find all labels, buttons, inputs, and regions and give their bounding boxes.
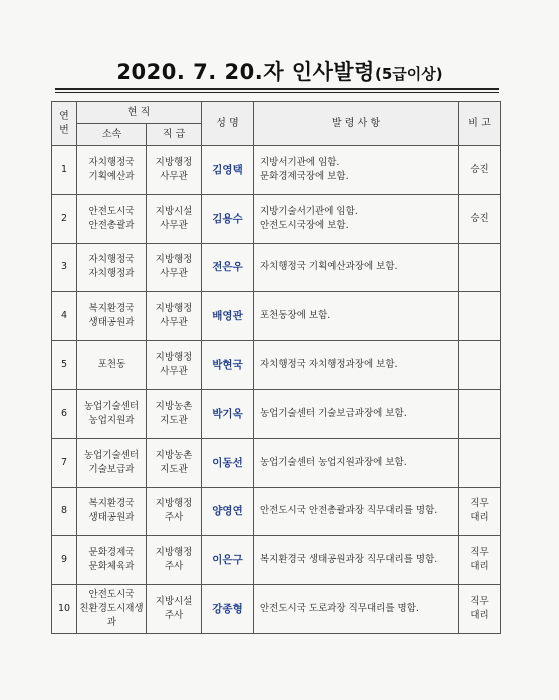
cell-grade-line: 사무관 bbox=[160, 317, 188, 329]
cell-name: 양영연 bbox=[202, 487, 254, 536]
header-dept: 소속 bbox=[77, 124, 147, 146]
cell-note bbox=[459, 389, 501, 438]
table-row bbox=[52, 536, 501, 585]
table-row bbox=[52, 194, 501, 243]
cell-note-line: 대리 bbox=[470, 610, 489, 622]
cell-detail bbox=[254, 341, 459, 390]
cell-note bbox=[459, 487, 501, 536]
cell-grade-line: 지방행정 bbox=[155, 547, 193, 559]
cell-detail-line: 자치행정국 기획예산과장에 보함. bbox=[260, 261, 398, 273]
cell-note bbox=[459, 536, 501, 585]
cell-note-line: 직무 bbox=[470, 596, 489, 608]
cell-detail bbox=[254, 146, 459, 195]
cell-grade-line: 주사 bbox=[164, 610, 184, 622]
cell-detail bbox=[254, 585, 459, 634]
cell-grade-line: 주사 bbox=[164, 561, 184, 573]
cell-name: 김용수 bbox=[202, 194, 254, 243]
cell-no: 10 bbox=[52, 585, 77, 634]
cell-grade-line: 지도관 bbox=[160, 414, 188, 426]
title-sub: (5급이상) bbox=[374, 65, 443, 83]
table-body bbox=[52, 146, 501, 634]
cell-detail-line: 안전도시국장에 보함. bbox=[260, 219, 349, 231]
cell-detail bbox=[254, 243, 459, 292]
cell-grade-line: 지방시설 bbox=[155, 596, 193, 608]
cell-dept bbox=[77, 194, 147, 243]
cell-grade-line: 지방행정 bbox=[155, 498, 193, 510]
header-no: 연 번 bbox=[52, 102, 77, 146]
cell-name: 배영관 bbox=[202, 292, 254, 341]
cell-dept-line: 기술보급과 bbox=[88, 463, 135, 475]
cell-detail-line: 자치행정국 자치행정과장에 보함. bbox=[260, 359, 398, 371]
cell-detail-line: 복지환경국 생태공원과장 직무대리를 명함. bbox=[260, 554, 438, 566]
cell-grade bbox=[147, 341, 202, 390]
cell-note bbox=[459, 438, 501, 487]
cell-dept-line: 복지환경국 bbox=[88, 303, 135, 315]
cell-name: 박기옥 bbox=[202, 389, 254, 438]
cell-grade-line: 사무관 bbox=[160, 170, 188, 182]
cell-detail bbox=[254, 438, 459, 487]
table-row bbox=[52, 438, 501, 487]
cell-dept-line: 문화경제국 bbox=[88, 547, 135, 559]
cell-detail-line: 안전도시국 도로과장 직무대리를 명함. bbox=[260, 603, 419, 615]
cell-grade-line: 지방농촌 bbox=[155, 400, 193, 412]
cell-detail-line: 농업기술센터 농업지원과장에 보함. bbox=[260, 456, 407, 468]
cell-no: 8 bbox=[52, 487, 77, 536]
cell-dept-line: 안전도시국 bbox=[88, 205, 135, 217]
cell-note bbox=[459, 585, 501, 634]
cell-name: 강종형 bbox=[202, 585, 254, 634]
cell-note-line: 대리 bbox=[470, 561, 489, 573]
cell-dept-line: 자치행정국 bbox=[88, 156, 135, 168]
cell-grade bbox=[147, 389, 202, 438]
cell-name: 전은우 bbox=[202, 243, 254, 292]
cell-dept-line: 자치행정국 bbox=[88, 254, 135, 266]
cell-no: 5 bbox=[52, 341, 77, 390]
cell-detail-line: 지방기술서기관에 임함. bbox=[260, 205, 358, 217]
cell-no: 4 bbox=[52, 292, 77, 341]
cell-dept-line: 자치행정과 bbox=[88, 268, 135, 280]
cell-no: 3 bbox=[52, 243, 77, 292]
cell-no: 1 bbox=[52, 146, 77, 195]
header-note: 비 고 bbox=[459, 102, 501, 146]
cell-detail-line: 문화경제국장에 보함. bbox=[260, 170, 349, 182]
cell-detail bbox=[254, 292, 459, 341]
cell-dept-line: 농업기술센터 bbox=[83, 449, 140, 461]
cell-dept bbox=[77, 438, 147, 487]
cell-name: 김영택 bbox=[202, 146, 254, 195]
cell-grade bbox=[147, 146, 202, 195]
title-main: 2020. 7. 20.자 인사발령 bbox=[116, 60, 375, 84]
cell-dept-line: 문화체육과 bbox=[88, 561, 135, 573]
cell-grade-line: 지방행정 bbox=[155, 254, 193, 266]
cell-dept-line: 친환경도시재생과 bbox=[79, 603, 144, 629]
cell-detail bbox=[254, 389, 459, 438]
cell-detail bbox=[254, 194, 459, 243]
cell-dept bbox=[77, 536, 147, 585]
cell-detail-line: 농업기술센터 기술보급과장에 보함. bbox=[260, 407, 407, 419]
table-row bbox=[52, 341, 501, 390]
page-title bbox=[0, 56, 559, 86]
cell-grade-line: 지방행정 bbox=[155, 303, 193, 315]
title-underline-thin bbox=[55, 92, 499, 93]
cell-no: 2 bbox=[52, 194, 77, 243]
cell-grade-line: 지방행정 bbox=[155, 156, 193, 168]
cell-dept-line: 생태공원과 bbox=[88, 317, 135, 329]
cell-note bbox=[459, 146, 501, 195]
cell-dept bbox=[77, 389, 147, 438]
cell-grade bbox=[147, 487, 202, 536]
personnel-table bbox=[51, 101, 501, 634]
cell-detail bbox=[254, 536, 459, 585]
cell-grade bbox=[147, 292, 202, 341]
table-row bbox=[52, 389, 501, 438]
cell-dept-line: 포천동 bbox=[97, 359, 126, 371]
cell-dept-line: 기획예산과 bbox=[88, 170, 135, 182]
cell-dept-line: 생태공원과 bbox=[88, 512, 135, 524]
cell-grade bbox=[147, 438, 202, 487]
cell-grade bbox=[147, 585, 202, 634]
cell-dept-line: 안전도시국 bbox=[88, 589, 135, 601]
table-row bbox=[52, 146, 501, 195]
header-current: 현 직 bbox=[77, 102, 202, 124]
cell-dept bbox=[77, 585, 147, 634]
cell-note-line: 승진 bbox=[470, 163, 489, 175]
table-row bbox=[52, 487, 501, 536]
cell-grade-line: 사무관 bbox=[160, 366, 188, 378]
cell-name: 이은구 bbox=[202, 536, 254, 585]
cell-detail-line: 지방서기관에 임함. bbox=[260, 156, 340, 168]
cell-note bbox=[459, 292, 501, 341]
cell-detail bbox=[254, 487, 459, 536]
header-grade: 직 급 bbox=[147, 124, 202, 146]
cell-detail-line: 안전도시국 안전총괄과장 직무대리를 명함. bbox=[260, 505, 438, 517]
cell-no: 9 bbox=[52, 536, 77, 585]
cell-grade-line: 지방행정 bbox=[155, 352, 193, 364]
cell-note-line: 직무 bbox=[470, 547, 489, 559]
cell-note-line: 대리 bbox=[470, 512, 489, 524]
cell-grade-line: 주사 bbox=[164, 512, 184, 524]
cell-grade bbox=[147, 243, 202, 292]
cell-note-line: 직무 bbox=[470, 498, 489, 510]
table-row bbox=[52, 243, 501, 292]
cell-dept bbox=[77, 146, 147, 195]
cell-dept-line: 안전총괄과 bbox=[88, 219, 135, 231]
table-row bbox=[52, 585, 501, 634]
cell-grade bbox=[147, 194, 202, 243]
cell-dept-line: 복지환경국 bbox=[88, 498, 135, 510]
cell-dept-line: 농업지원과 bbox=[88, 414, 135, 426]
table-row bbox=[52, 292, 501, 341]
cell-name: 박현국 bbox=[202, 341, 254, 390]
cell-grade-line: 사무관 bbox=[160, 219, 188, 231]
cell-name: 이동선 bbox=[202, 438, 254, 487]
cell-grade-line: 지방농촌 bbox=[155, 449, 193, 461]
title-underline bbox=[55, 88, 499, 90]
cell-grade-line: 지방시설 bbox=[155, 205, 193, 217]
cell-note bbox=[459, 243, 501, 292]
cell-dept bbox=[77, 487, 147, 536]
cell-note bbox=[459, 341, 501, 390]
cell-grade bbox=[147, 536, 202, 585]
cell-no: 7 bbox=[52, 438, 77, 487]
cell-no: 6 bbox=[52, 389, 77, 438]
cell-note bbox=[459, 194, 501, 243]
cell-detail-line: 포천동장에 보함. bbox=[260, 310, 331, 322]
cell-dept bbox=[77, 292, 147, 341]
cell-dept bbox=[77, 243, 147, 292]
cell-dept-line: 농업기술센터 bbox=[83, 400, 140, 412]
cell-grade-line: 지도관 bbox=[160, 463, 188, 475]
cell-note-line: 승진 bbox=[470, 212, 489, 224]
header-name: 성 명 bbox=[202, 102, 254, 146]
header-detail: 발 령 사 항 bbox=[254, 102, 459, 146]
cell-grade-line: 사무관 bbox=[160, 268, 188, 280]
cell-dept bbox=[77, 341, 147, 390]
